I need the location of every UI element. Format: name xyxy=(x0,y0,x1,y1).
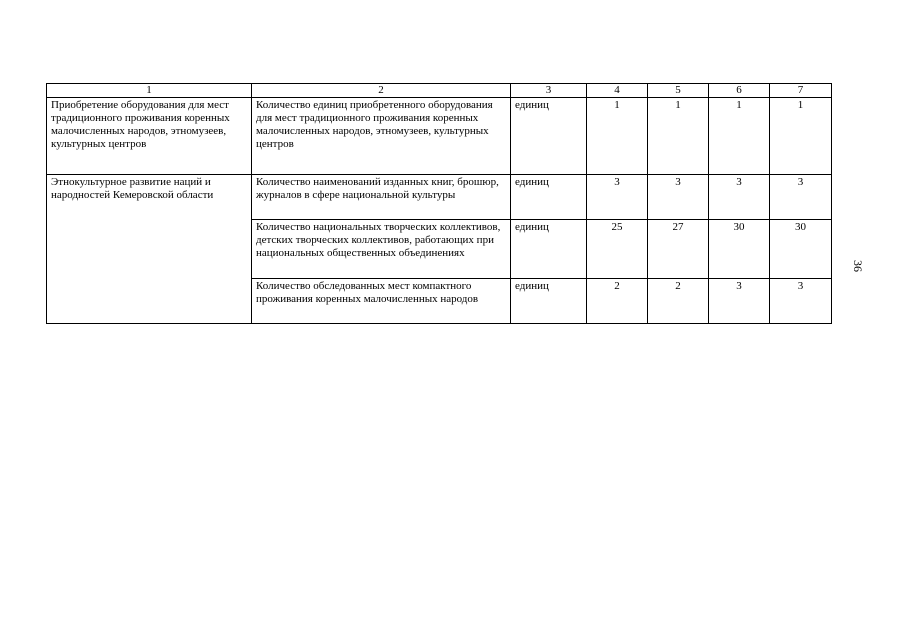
column-number: 1 xyxy=(47,84,252,98)
unit-cell: единиц xyxy=(511,98,587,175)
value-cell: 27 xyxy=(648,220,709,279)
indicator-cell: Количество единиц приобретенного оборудования для мест традиционного проживания коренных малочисленных народов, этномузеев, культурных центров xyxy=(252,98,511,175)
column-number: 3 xyxy=(511,84,587,98)
value-cell: 1 xyxy=(770,98,832,175)
unit-cell: единиц xyxy=(511,279,587,324)
unit-cell: единиц xyxy=(511,175,587,220)
value-cell: 30 xyxy=(709,220,770,279)
column-number: 5 xyxy=(648,84,709,98)
value-cell: 3 xyxy=(587,175,648,220)
unit-cell: единиц xyxy=(511,220,587,279)
indicator-cell: Количество наименований изданных книг, брошюр, журналов в сфере национальной культуры xyxy=(252,175,511,220)
table-row xyxy=(47,98,832,175)
page-number: 36 xyxy=(851,260,865,272)
activity-cell: Этнокультурное развитие наций и народностей Кемеровской области xyxy=(47,175,252,324)
table-row xyxy=(47,175,832,220)
table-header-row xyxy=(47,84,832,98)
value-cell: 3 xyxy=(709,175,770,220)
value-cell: 3 xyxy=(770,279,832,324)
value-cell: 3 xyxy=(648,175,709,220)
column-number: 6 xyxy=(709,84,770,98)
indicator-cell: Количество обследованных мест компактного проживания коренных малочисленных народов xyxy=(252,279,511,324)
value-cell: 25 xyxy=(587,220,648,279)
indicators-table xyxy=(46,83,832,324)
value-cell: 2 xyxy=(648,279,709,324)
value-cell: 1 xyxy=(587,98,648,175)
value-cell: 3 xyxy=(709,279,770,324)
value-cell: 3 xyxy=(770,175,832,220)
column-number: 4 xyxy=(587,84,648,98)
activity-cell: Приобретение оборудования для мест традиционного проживания коренных малочисленных народов, этномузеев, культурных центров xyxy=(47,98,252,175)
indicator-cell: Количество национальных творческих коллективов, детских творческих коллективов, работающих при национальных общественных объединениях xyxy=(252,220,511,279)
value-cell: 30 xyxy=(770,220,832,279)
column-number: 2 xyxy=(252,84,511,98)
value-cell: 2 xyxy=(587,279,648,324)
value-cell: 1 xyxy=(648,98,709,175)
value-cell: 1 xyxy=(709,98,770,175)
column-number: 7 xyxy=(770,84,832,98)
